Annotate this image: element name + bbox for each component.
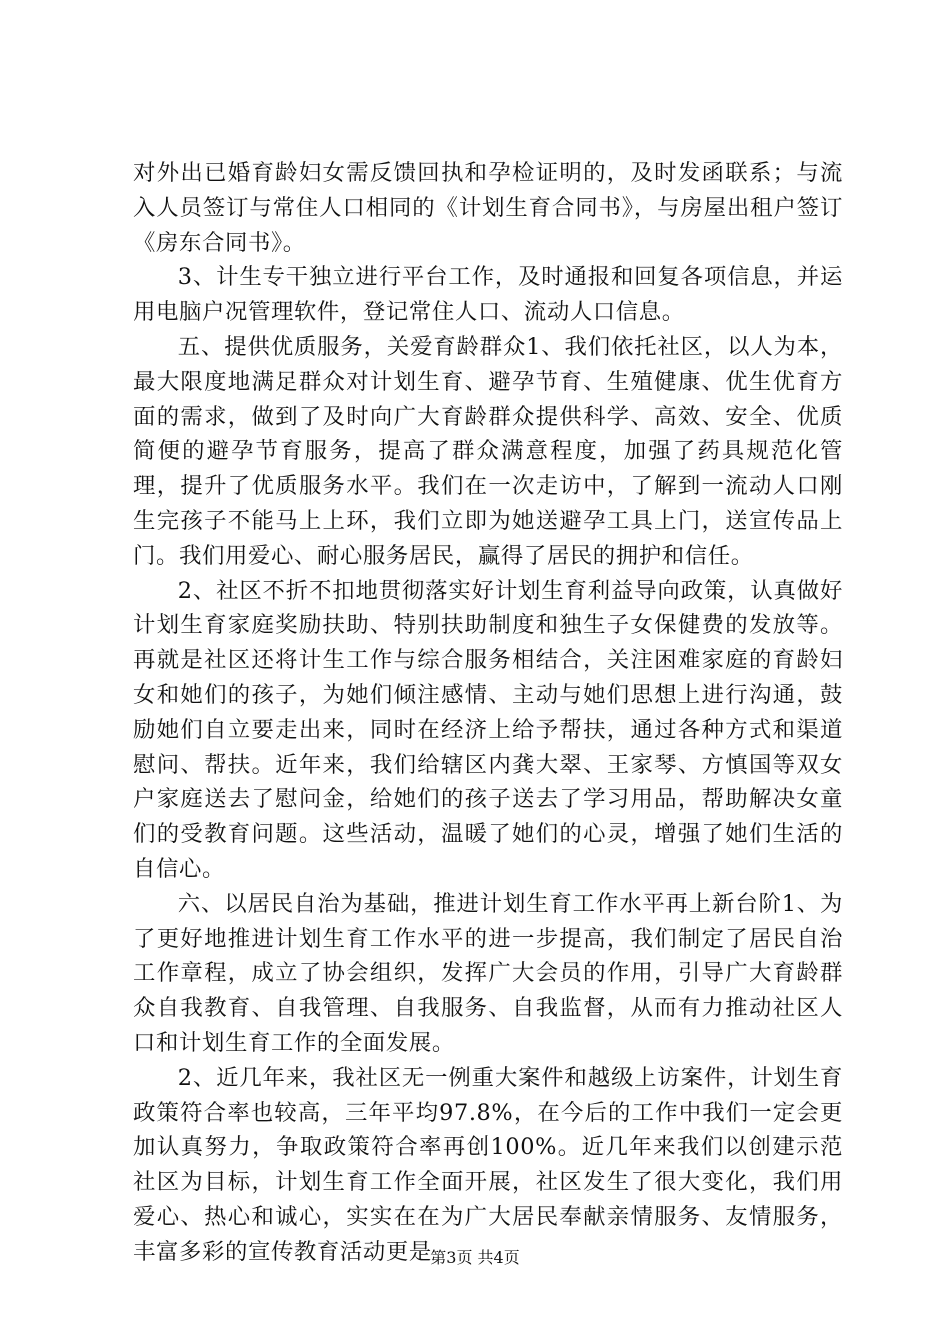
paragraph-platform-work: 3、计生专干独立进行平台工作，及时通报和回复各项信息，并运用电脑户况管理软件，登记常住人口、流动人口信息。 [133,264,843,326]
paragraph-continuation: 对外出已婚育龄妇女需反馈回执和孕检证明的，及时发函联系；与流入人员签订与常住人口相同的《计划生育合同书》，与房屋出租户签订《房东合同书》。 [133,160,843,256]
paragraph-section-five: 五、提供优质服务，关爱育龄群众1、我们依托社区，以人为本，最大限度地满足群众对计划生育、避孕节育、生殖健康、优生优育方面的需求，做到了及时向广大育龄群众提供科学、高效、安全、优质简便的避孕节育服务，提高了群众满意程度，加强了药具规范化管理，提升了优质服务水平。我们在一次走访中，了解到一流动人口刚生完孩子不能马上上环，我们立即为她送避孕工具上门，送宣传品上门。我们用爱心、耐心服务居民，赢得了居民的拥护和信任。 [133,333,843,569]
document-body [133,156,843,1270]
paragraph-achievements: 2、近几年来，我社区无一例重大案件和越级上访案件，计划生育政策符合率也较高，三年平均97.8%，在今后的工作中我们一定会更加认真努力，争取政策符合率再创100%。近几年来我们以创建示范社区为目标，计划生育工作全面开展，社区发生了很大变化，我们用爱心、热心和诚心，实实在在为广大居民奉献亲情服务、友情服务，丰富多彩的宣传教育活动更是 [133,1064,843,1265]
paragraph-policy-support: 2、社区不折不扣地贯彻落实好计划生育利益导向政策，认真做好计划生育家庭奖励扶助、特别扶助制度和独生子女保健费的发放等。再就是社区还将计生工作与综合服务相结合，关注困难家庭的育龄妇女和她们的孩子，为她们倾注感情、主动与她们思想上进行沟通，鼓励她们自立要走出来，同时在经济上给予帮扶，通过各种方式和渠道慰问、帮扶。近年来，我们给辖区内龚大翠、王家琴、方慎国等双女户家庭送去了慰问金，给她们的孩子送去了学习用品，帮助解决女童们的受教育问题。这些活动，温暖了她们的心灵，增强了她们生活的自信心。 [133,577,843,882]
page-number-footer: 第3页 共4页 [430,1248,520,1267]
paragraph-section-six: 六、以居民自治为基础，推进计划生育工作水平再上新台阶1、为了更好地推进计划生育工作水平的进一步提高，我们制定了居民自治工作章程，成立了协会组织，发挥广大会员的作用，引导广大育龄群众自我教育、自我管理、自我服务、自我监督，从而有力推动社区人口和计划生育工作的全面发展。 [133,890,843,1056]
